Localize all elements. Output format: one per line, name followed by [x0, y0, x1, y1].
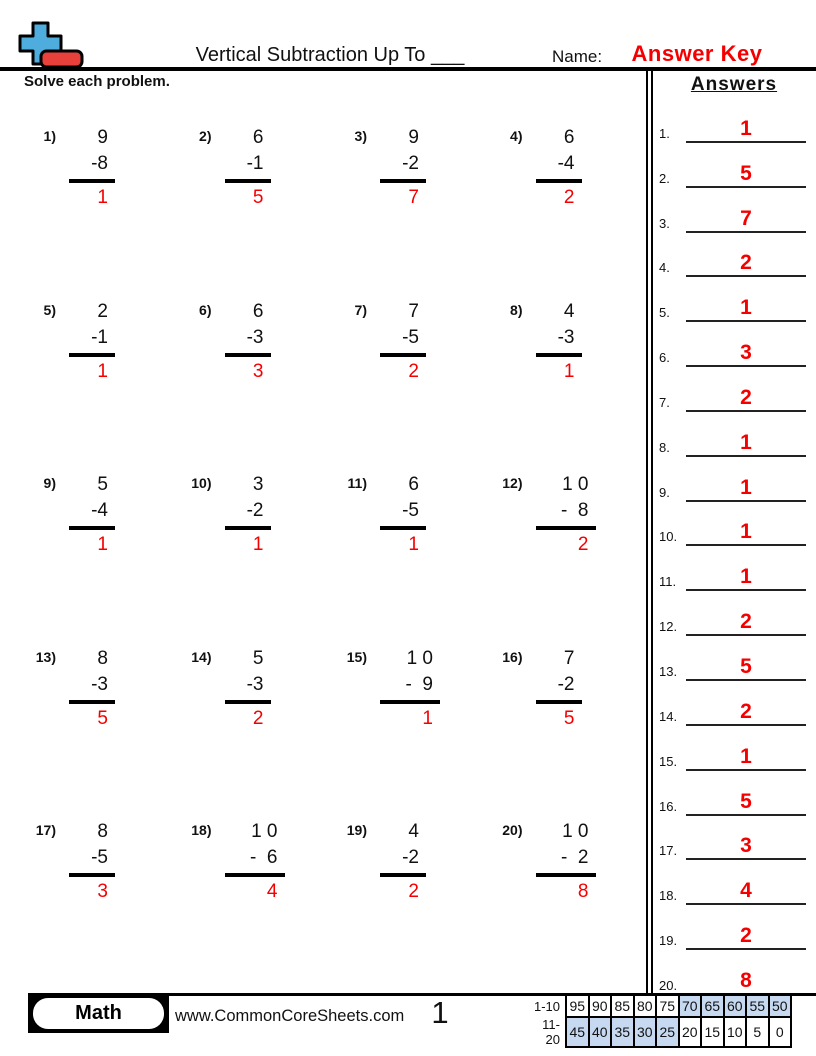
plus-minus-logo-icon	[16, 20, 88, 70]
minuend: 7	[563, 647, 575, 669]
answer-number: 4.	[659, 260, 670, 276]
grading-cell: 50	[769, 995, 792, 1017]
problem-answer: 1	[97, 187, 108, 208]
page-title: Vertical Subtraction Up To ___	[195, 44, 465, 66]
answer-number: 7.	[659, 394, 670, 410]
answer-value: 2	[740, 251, 752, 275]
answers-panel	[658, 72, 810, 993]
answer-value: 1	[740, 116, 752, 140]
problem-number: 15)	[346, 648, 367, 665]
problem-work	[69, 298, 115, 456]
problem-answer: 2	[563, 187, 575, 208]
problem-answer: 4	[266, 881, 278, 902]
subtrahend: - 9	[380, 672, 440, 704]
answer-value: 5	[740, 161, 752, 185]
problem-number: 11)	[347, 475, 367, 491]
problem-answer: 5	[97, 707, 108, 729]
minuend: 8	[97, 647, 108, 669]
grading-cell: 80	[634, 995, 657, 1017]
minuend: 3	[252, 474, 264, 495]
problem-number: 3)	[354, 128, 367, 144]
answer-value: 3	[740, 341, 752, 365]
answer-row-14	[658, 681, 810, 726]
answer-row-8	[658, 412, 810, 457]
answer-blank-line[interactable]	[686, 295, 806, 322]
website-url[interactable]: www.CommonCoreSheets.com	[175, 1007, 405, 1025]
answer-blank-line[interactable]	[686, 206, 806, 233]
problem-4	[489, 108, 645, 282]
subtrahend: -4	[69, 498, 115, 530]
answer-row-20	[658, 950, 810, 995]
problem-number: 7)	[354, 301, 367, 318]
problem-answer: 3	[97, 881, 108, 902]
grading-cell: 70	[679, 995, 702, 1017]
instructions-text: Solve each problem.	[24, 73, 170, 90]
grading-cell: 65	[701, 995, 724, 1017]
subject-badge	[28, 993, 169, 1033]
answer-row-3	[658, 188, 810, 233]
subject-badge-label: Math	[33, 998, 164, 1029]
problem-answer: 5	[563, 707, 575, 729]
header-divider	[0, 67, 816, 71]
grading-cell: 25	[656, 1017, 679, 1047]
problem-number: 6)	[199, 301, 212, 318]
answer-blank-line[interactable]	[686, 161, 806, 188]
problem-number: 17)	[35, 822, 56, 838]
problem-work	[380, 298, 426, 456]
problem-11	[333, 455, 489, 629]
minuend: 4	[408, 821, 419, 842]
subtrahend: - 8	[536, 498, 596, 530]
answer-row-17	[658, 816, 810, 861]
grading-cell: 35	[611, 1017, 634, 1047]
answer-number: 11.	[659, 574, 677, 590]
problem-number: 10)	[191, 475, 212, 491]
problem-18	[178, 802, 334, 976]
answer-number: 6.	[659, 350, 670, 366]
grading-cell: 95	[566, 995, 589, 1017]
answer-row-5	[658, 277, 810, 322]
grading-cell: 45	[566, 1017, 589, 1047]
subtrahend: -8	[69, 151, 115, 183]
answer-number: 17.	[659, 843, 678, 859]
answer-blank-line[interactable]	[686, 699, 806, 726]
answer-row-16	[658, 771, 810, 816]
minuend: 6	[563, 127, 575, 148]
problems-grid	[22, 108, 644, 976]
answer-blank-line[interactable]	[686, 116, 806, 143]
grading-cell: 40	[589, 1017, 612, 1047]
problem-work	[69, 124, 115, 282]
problem-work	[536, 645, 582, 803]
grading-cell: 10	[724, 1017, 747, 1047]
name-label: Name:	[552, 47, 603, 66]
problem-answer: 2	[408, 360, 419, 382]
problem-answer: 1	[252, 534, 264, 555]
grading-cell: 15	[701, 1017, 724, 1047]
problem-answer: 1	[97, 360, 108, 382]
minuend: 1 0	[562, 821, 589, 842]
problem-work	[536, 298, 582, 456]
answer-blank-line[interactable]	[686, 923, 806, 950]
answer-value: 1	[740, 475, 752, 499]
problem-13	[22, 629, 178, 803]
problem-1	[22, 108, 178, 282]
subtrahend: -1	[225, 151, 271, 183]
answer-row-15	[658, 726, 810, 771]
grading-cell: 30	[634, 1017, 657, 1047]
problem-8	[489, 282, 645, 456]
grading-row-label: 11-20	[542, 1017, 560, 1047]
answers-separator	[646, 71, 653, 993]
answer-value: 2	[740, 699, 752, 723]
problem-number: 16)	[502, 648, 523, 665]
answer-row-2	[658, 143, 810, 188]
answer-blank-line[interactable]	[686, 878, 806, 905]
problem-work	[225, 818, 285, 976]
answer-blank-line[interactable]	[686, 609, 806, 636]
subtrahend: -5	[380, 498, 426, 530]
answer-value: 4	[740, 879, 752, 903]
problem-answer: 2	[408, 881, 419, 902]
problem-answer: 5	[252, 187, 264, 208]
subtrahend: - 6	[225, 845, 285, 877]
answer-value: 5	[740, 789, 752, 813]
grading-row-1	[528, 995, 791, 1017]
grading-cell: 55	[746, 995, 769, 1017]
minuend: 2	[97, 300, 108, 322]
subtrahend: - 2	[536, 845, 596, 877]
problem-work	[380, 124, 426, 282]
minuend: 6	[408, 474, 419, 495]
answers-title: Answers	[690, 74, 778, 95]
problem-12	[489, 455, 645, 629]
subtrahend: -3	[225, 325, 271, 357]
answer-row-1	[658, 98, 810, 143]
problem-answer: 8	[577, 881, 589, 902]
problem-number: 9)	[43, 475, 56, 491]
answer-value: 1	[740, 430, 752, 454]
problem-work	[380, 471, 426, 629]
subtrahend: -2	[536, 672, 582, 704]
problem-14	[178, 629, 334, 803]
answer-value: 8	[740, 968, 752, 992]
answer-value: 1	[740, 296, 752, 320]
problem-16	[489, 629, 645, 803]
answer-value: 2	[740, 610, 752, 634]
problem-number: 13)	[35, 648, 56, 665]
answer-row-13	[658, 636, 810, 681]
grading-row-2	[528, 1017, 791, 1047]
problem-6	[178, 282, 334, 456]
minuend: 1 0	[251, 821, 278, 842]
minuend: 4	[563, 300, 575, 322]
problem-answer: 1	[408, 534, 419, 555]
answer-row-19	[658, 905, 810, 950]
answer-blank-line[interactable]	[686, 968, 806, 995]
answer-number: 16.	[659, 798, 678, 814]
problem-answer: 2	[252, 707, 264, 729]
subtrahend: -2	[225, 498, 271, 530]
answer-row-9	[658, 457, 810, 502]
answer-row-7	[658, 367, 810, 412]
problem-number: 19)	[346, 822, 367, 838]
problem-work	[380, 818, 426, 976]
minuend: 7	[408, 300, 419, 322]
grading-cell: 90	[589, 995, 612, 1017]
answer-number: 12.	[659, 619, 678, 635]
answer-number: 8.	[659, 439, 670, 455]
problem-answer: 1	[422, 707, 433, 729]
minuend: 9	[408, 127, 419, 148]
subtrahend: -5	[380, 325, 426, 357]
problem-number: 20)	[502, 822, 523, 838]
problem-answer: 1	[97, 534, 108, 555]
answer-row-12	[658, 591, 810, 636]
problem-work	[225, 645, 271, 803]
answer-number: 14.	[659, 708, 678, 724]
problem-work	[225, 298, 271, 456]
problem-20	[489, 802, 645, 976]
answer-number: 19.	[659, 933, 678, 949]
grading-cell: 85	[611, 995, 634, 1017]
subtrahend: -2	[380, 151, 426, 183]
problem-work	[225, 471, 271, 629]
minuend: 5	[252, 647, 264, 669]
problem-9	[22, 455, 178, 629]
answer-blank-line[interactable]	[686, 564, 806, 591]
answer-row-11	[658, 546, 810, 591]
problem-15	[333, 629, 489, 803]
subtrahend: -3	[536, 325, 582, 357]
answer-number: 15.	[659, 753, 678, 769]
problem-answer: 7	[408, 187, 419, 208]
subtrahend: -5	[69, 845, 115, 877]
problem-5	[22, 282, 178, 456]
grading-cell: 0	[769, 1017, 792, 1047]
minuend: 1 0	[562, 474, 589, 495]
grading-row-label: 1-10	[533, 998, 560, 1014]
problem-work	[536, 471, 596, 629]
problem-17	[22, 802, 178, 976]
problem-19	[333, 802, 489, 976]
answer-value: 1	[740, 520, 752, 544]
problem-work	[536, 124, 582, 282]
answer-value: 2	[740, 385, 752, 409]
answer-blank-line[interactable]	[686, 430, 806, 457]
problem-work	[225, 124, 271, 282]
answer-number: 10.	[659, 529, 678, 545]
problem-answer: 1	[563, 360, 575, 382]
problem-number: 18)	[191, 822, 212, 838]
minuend: 5	[97, 474, 108, 495]
grading-cell: 5	[746, 1017, 769, 1047]
answer-value: 2	[740, 924, 752, 948]
problem-work	[536, 818, 596, 976]
problem-number: 5)	[43, 301, 56, 318]
answer-row-6	[658, 322, 810, 367]
answer-value: 5	[740, 654, 752, 678]
answer-row-18	[658, 860, 810, 905]
answer-blank-line[interactable]	[686, 654, 806, 681]
answer-number: 20.	[659, 977, 678, 993]
answer-row-4	[658, 233, 810, 278]
answer-blank-line[interactable]	[686, 385, 806, 412]
answer-value: 3	[740, 834, 752, 858]
problem-number: 12)	[502, 475, 523, 491]
answer-blank-line[interactable]	[686, 340, 806, 367]
problem-7	[333, 282, 489, 456]
problem-work	[69, 818, 115, 976]
answer-blank-line[interactable]	[686, 833, 806, 860]
problem-10	[178, 455, 334, 629]
answer-number: 3.	[659, 215, 670, 231]
minuend: 6	[252, 127, 264, 148]
answer-number: 13.	[659, 663, 678, 679]
answer-blank-line[interactable]	[686, 789, 806, 816]
subtrahend: -3	[69, 672, 115, 704]
problem-number: 2)	[199, 128, 212, 144]
problem-2	[178, 108, 334, 282]
subtrahend: -2	[380, 845, 426, 877]
minuend: 8	[97, 821, 108, 842]
answer-value: 7	[740, 206, 752, 230]
grading-cell: 75	[656, 995, 679, 1017]
answer-number: 9.	[659, 484, 670, 500]
answer-value: 1	[740, 744, 752, 768]
answer-blank-line[interactable]	[686, 519, 806, 546]
problem-number: 14)	[191, 648, 212, 665]
answer-value: 1	[740, 565, 752, 589]
answer-number: 18.	[659, 888, 678, 904]
page-number: 1	[431, 995, 449, 1030]
problem-work	[69, 471, 115, 629]
grading-cell: 60	[724, 995, 747, 1017]
subtrahend: -3	[225, 672, 271, 704]
minuend: 1 0	[406, 647, 433, 669]
answer-number: 1.	[659, 125, 670, 141]
subtrahend: -1	[69, 325, 115, 357]
answer-blank-line[interactable]	[686, 250, 806, 277]
minuend: 6	[252, 300, 264, 322]
subtrahend: -4	[536, 151, 582, 183]
name-value-answer-key: Answer Key	[631, 41, 763, 66]
minuend: 9	[97, 127, 108, 148]
answer-row-10	[658, 502, 810, 547]
problem-number: 4)	[510, 128, 523, 144]
problem-number: 8)	[510, 301, 523, 318]
problem-3	[333, 108, 489, 282]
problem-work	[69, 645, 115, 803]
answer-blank-line[interactable]	[686, 744, 806, 771]
answer-number: 2.	[659, 170, 670, 186]
answers-list	[658, 98, 810, 995]
problem-answer: 3	[252, 360, 264, 382]
grading-cell: 20	[679, 1017, 702, 1047]
problem-number: 1)	[43, 128, 56, 144]
grading-table	[528, 994, 792, 1048]
answer-blank-line[interactable]	[686, 475, 806, 502]
problem-answer: 2	[577, 534, 589, 555]
problem-work	[380, 645, 440, 803]
answer-number: 5.	[659, 305, 670, 321]
